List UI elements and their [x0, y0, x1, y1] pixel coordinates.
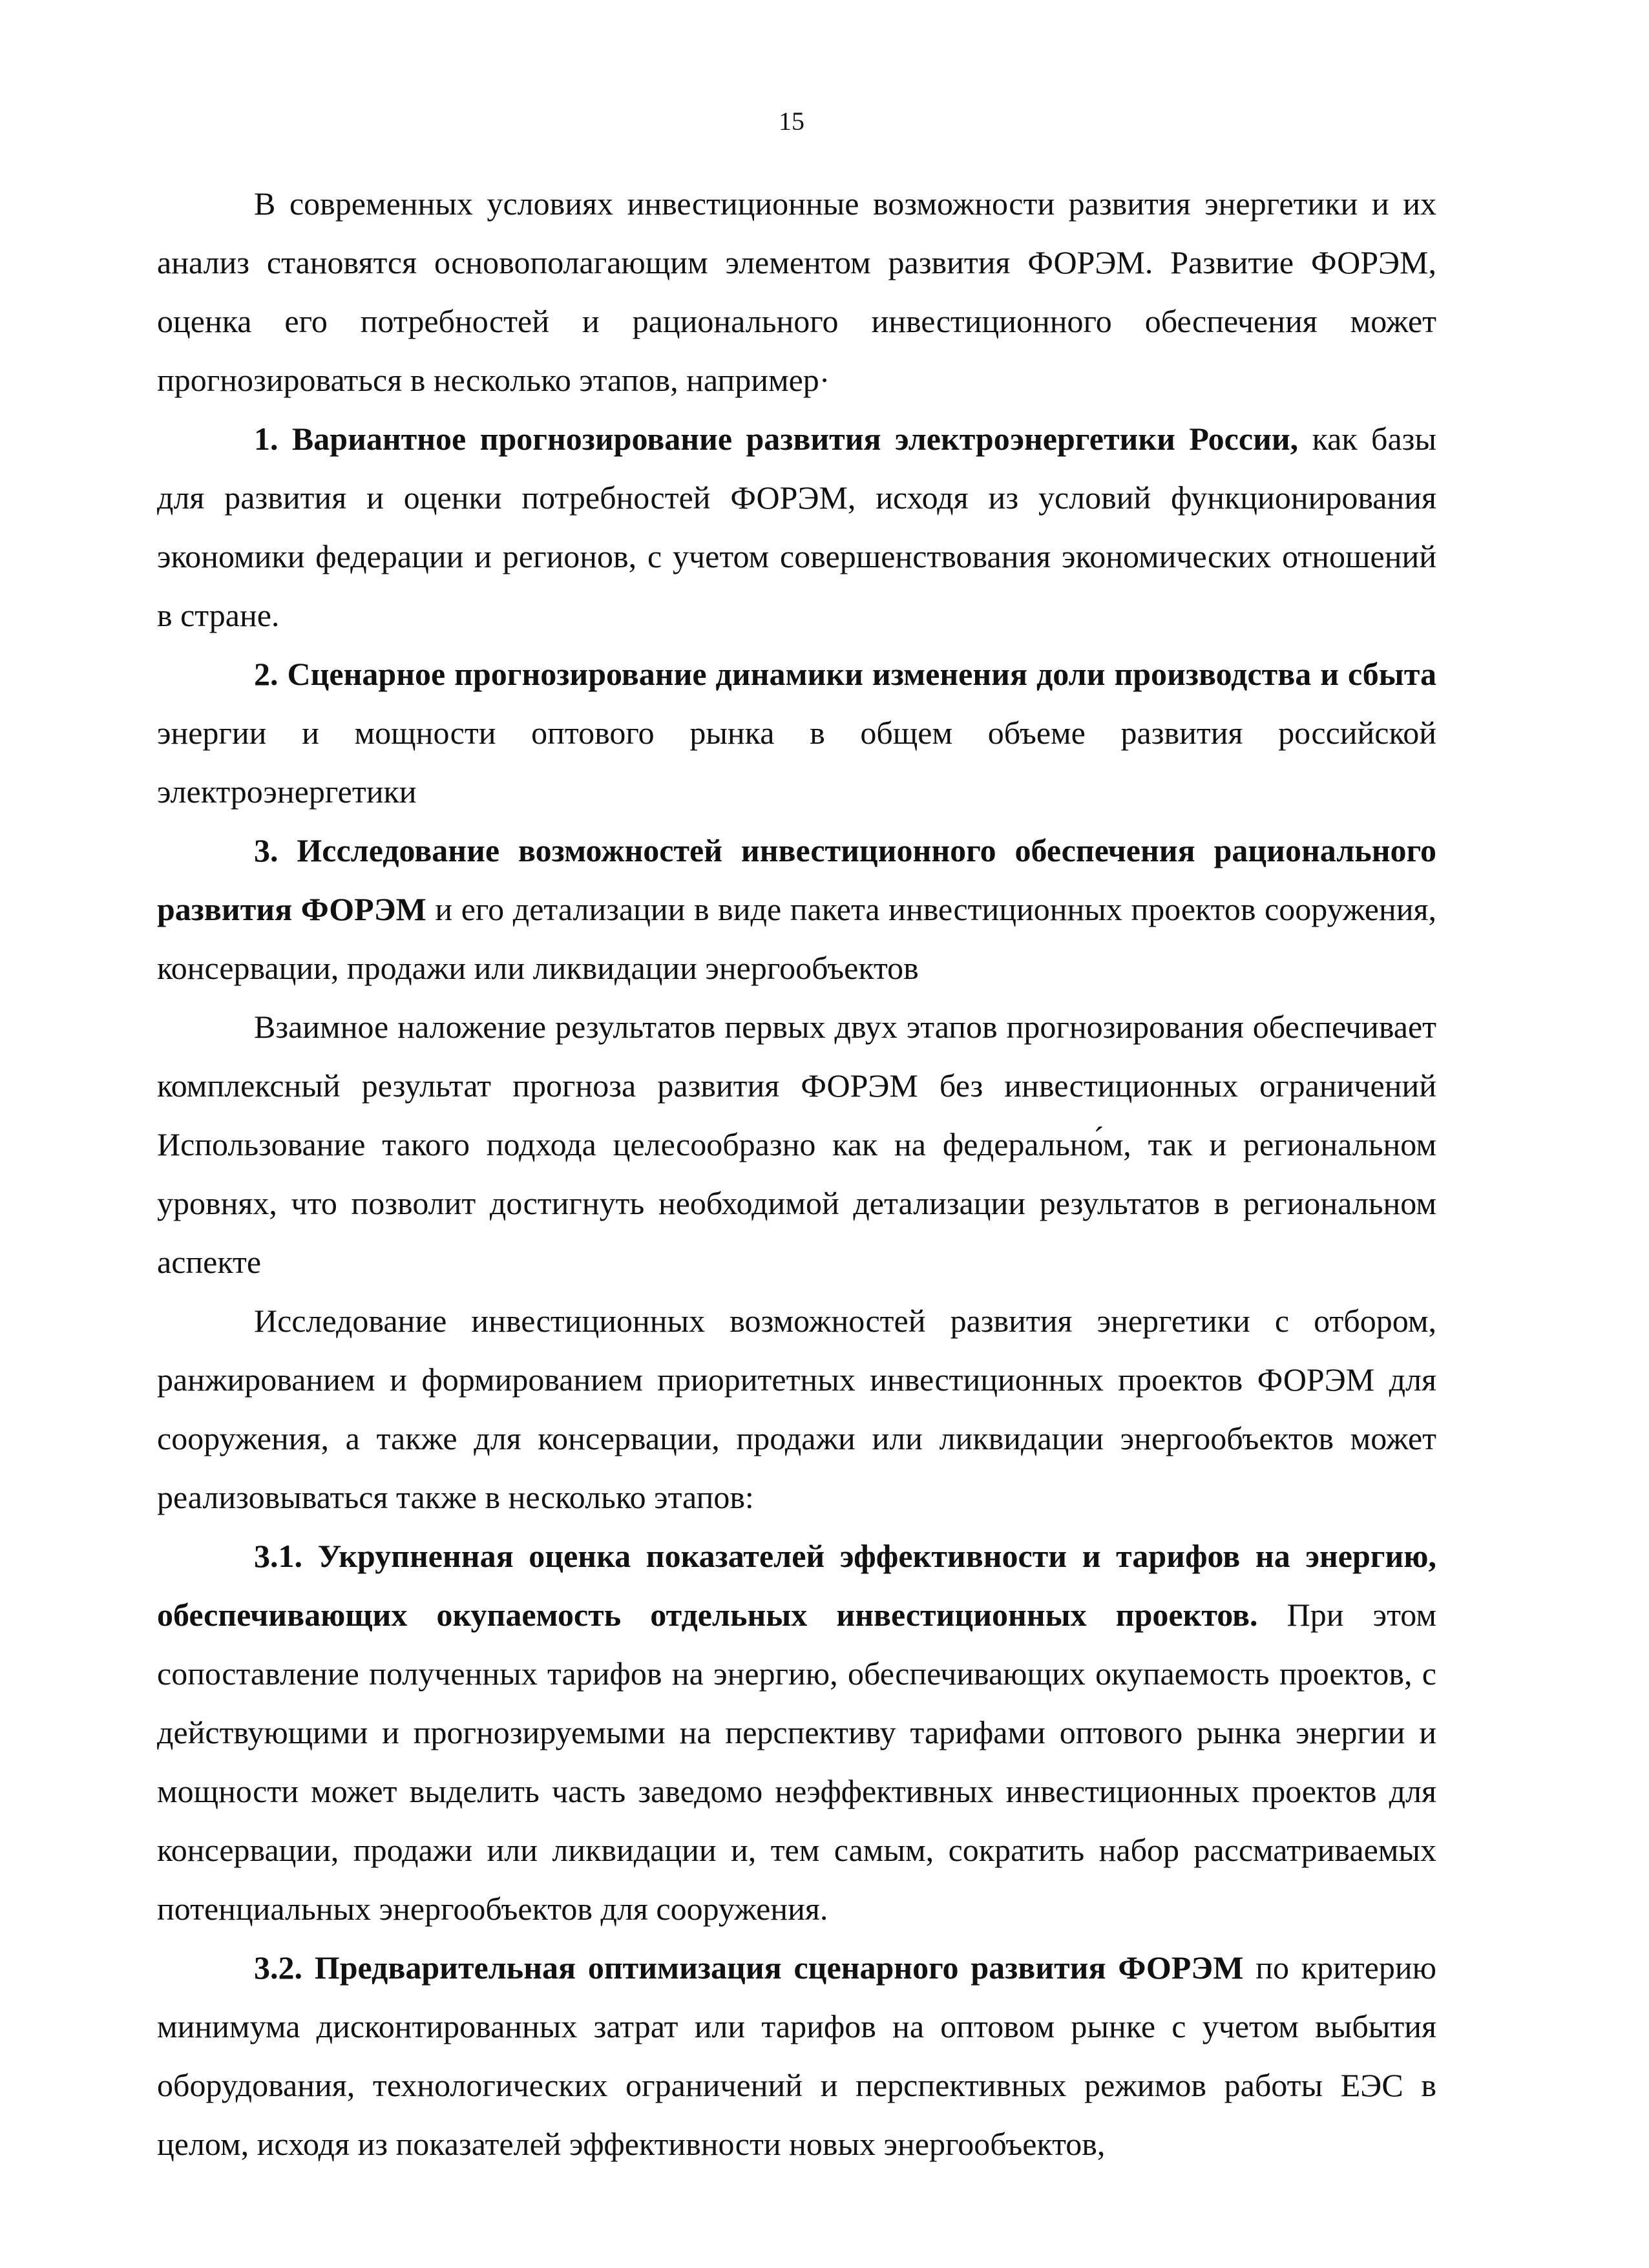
paragraph-stage-3-1-heading: 3.1. Укрупненная оценка показателей эффективности и тарифов на энергию, обеспечивающих окупаемость отдельных инвестиционных проектов. — [157, 1538, 1436, 1633]
paragraph-stage-3-1-text: При этом сопоставление полученных тарифов на энергию, обеспечивающих окупаемость проектов, с действующими и прогнозируемыми на перспективу тарифами оптового рынка энергии и мощности может выделить часть заведомо неэффективных инвестиционных проектов для консервации, продажи или ликвидации и, тем самым, сократить набор рассматриваемых потенциальных энергообъектов для сооружения. — [157, 1597, 1436, 1927]
paragraph-stage-1 — [157, 410, 1436, 645]
page-number: 15 — [779, 107, 804, 136]
paragraph-intro-text: В современных условиях инвестиционные возможности развития энергетики и их анализ становятся основополагающим элементом развития ФОРЭМ. Развитие ФОРЭМ, оценка его потребностей и рационального инвестиционного обеспечения может прогнозироваться в несколько этапов, например· — [157, 185, 1436, 398]
paragraph-research-text: Исследование инвестиционных возможностей развития энергетики с отбором, ранжированием и формированием приоритетных инвестиционных проектов ФОРЭМ для сооружения, а также для консервации, продажи или ликвидации энергообъектов может реализовываться также в несколько этапов: — [157, 1303, 1436, 1515]
paragraph-intro — [157, 174, 1436, 410]
paragraph-overlay — [157, 998, 1436, 1292]
paragraph-stage-1-text: как базы для развития и оценки потребностей ФОРЭМ, исходя из условий функционирования экономики федерации и регионов, с учетом совершенствования экономических отношений в стране. — [157, 421, 1436, 633]
paragraph-stage-3 — [157, 821, 1436, 998]
paragraph-stage-3-heading: 3. Исследование возможностей инвестиционного обеспечения рационального развития ФОРЭМ — [157, 832, 1436, 927]
paragraph-stage-3-2-heading: 3.2. Предварительная оптимизация сценарного развития ФОРЭМ — [254, 1949, 1244, 1986]
paragraph-stage-1-heading: 1. Вариантное прогнозирование развития электроэнергетики России, — [254, 421, 1299, 457]
paragraph-stage-3-text: и его детализации в виде пакета инвестиционных проектов сооружения, консервации, продажи или ликвидации энергообъектов — [157, 891, 1436, 986]
document-body — [157, 174, 1436, 2174]
paragraph-stage-3-2 — [157, 1938, 1436, 2174]
paragraph-stage-2-text: энергии и мощности оптового рынка в общем объеме развития российской электроэнергетики — [157, 715, 1436, 810]
paragraph-stage-3-2-text: по критерию минимума дисконтированных затрат или тарифов на оптовом рынке с учетом выбытия оборудования, технологических ограничений и перспективных режимов работы ЕЭС в целом, исходя из показателей эффективности новых энергообъектов, — [157, 1949, 1436, 2162]
paragraph-stage-3-1 — [157, 1527, 1436, 1938]
paragraph-research — [157, 1292, 1436, 1527]
paragraph-stage-2 — [157, 645, 1436, 821]
paragraph-overlay-text: Взаимное наложение результатов первых двух этапов прогнозирования обеспечивает комплексный результат прогноза развития ФОРЭМ без инвестиционных ограничений Использование такого подхода целесообразно как на федерально́м, так и региональном уровнях, что позволит достигнуть необходимой детализации результатов в региональном аспекте — [157, 1009, 1436, 1280]
paragraph-stage-2-heading: 2. Сценарное прогнозирование динамики изменения доли производства и сбыта — [254, 656, 1436, 692]
